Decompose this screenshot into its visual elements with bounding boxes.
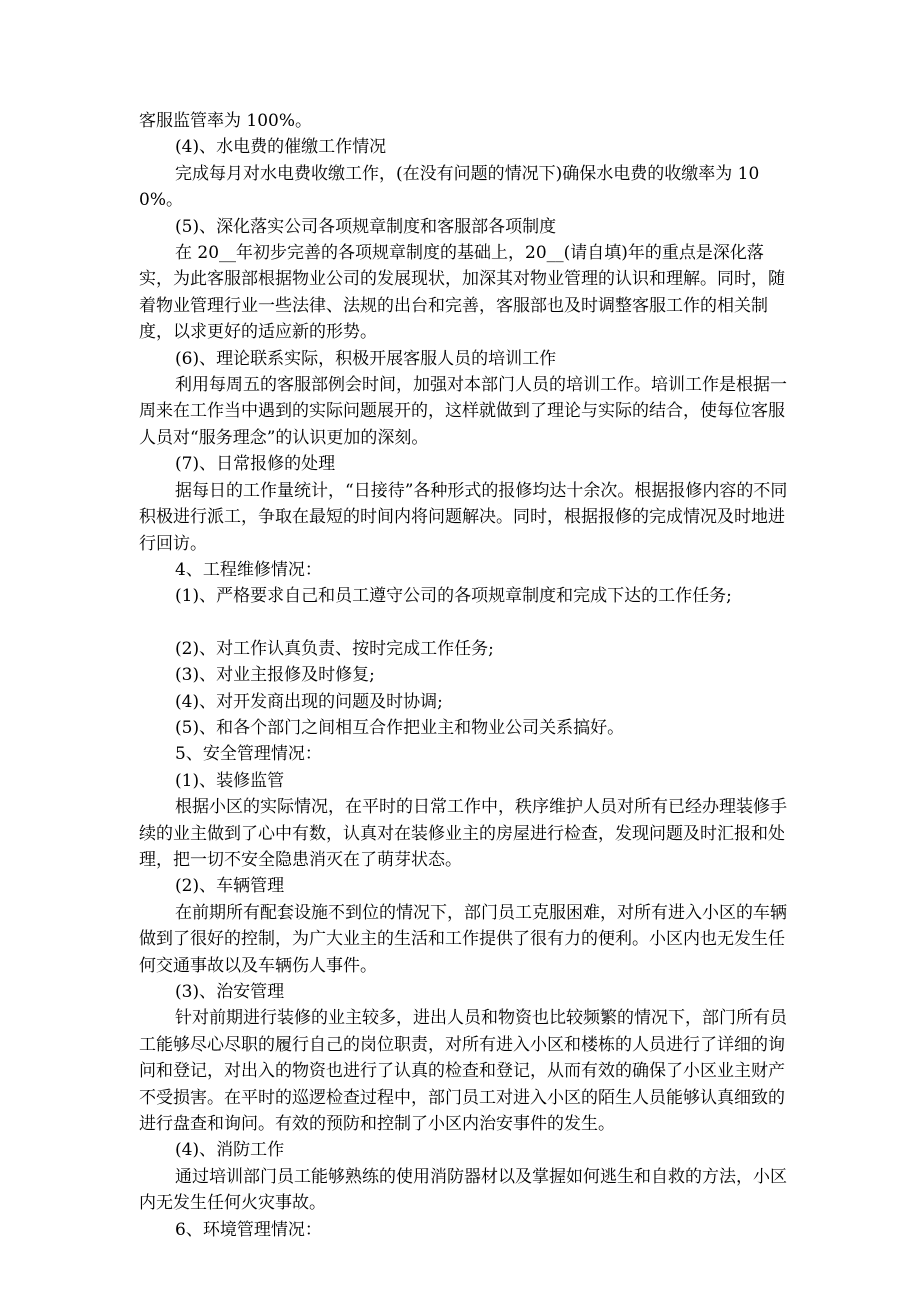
paragraph: (2)、车辆管理 [175, 876, 285, 897]
paragraph: (1)、严格要求自己和员工遵守公司的各项规章制度和完成下达的工作任务; [175, 586, 732, 607]
paragraph: 针对前期进行装修的业主较多，进出人员和物资也比较频繁的情况下，部门所有员工能够尽心尽职的履行自己的岗位职责，对所有进入小区和楼栋的人员进行了详细的询问和登记，对出入的物资也进行了认真的检查和登记，从而有效的确保了小区业主财产不受损害。在平时的巡逻检查过程中，部门员工对进入小区的陌生人员能够认真细致的进行盘查和询问。有效的预防和控制了小区内治安事件的发生。 [139, 1008, 787, 1135]
paragraph: 在 20__年初步完善的各项规章制度的基础上，20__(请自填)年的重点是深化落实，为此客服部根据物业公司的发展现状，加深其对物业管理的认识和理解。同时，随着物业管理行业一些法律、法规的出台和完善，客服部也及时调整客服工作的相关制度，以求更好的适应新的形势。 [139, 243, 785, 343]
paragraph: 在前期所有配套设施不到位的情况下，部门员工克服困难，对所有进入小区的车辆做到了很好的控制，为广大业主的生活和工作提供了很有力的便利。小区内也无发生任何交通事故以及车辆伤人事件。 [139, 902, 787, 976]
paragraph: 4、工程维修情况： [175, 559, 322, 580]
paragraph: (5)、深化落实公司各项规章制度和客服部各项制度 [175, 216, 557, 237]
paragraph: (4)、对开发商出现的问题及时协调; [175, 691, 443, 712]
paragraph: (3)、对业主报修及时修复; [175, 665, 375, 686]
document-body [139, 108, 789, 1243]
paragraph: (4)、消防工作 [175, 1140, 285, 1161]
paragraph: 5、安全管理情况： [175, 744, 322, 765]
paragraph: 6、环境管理情况： [175, 1219, 322, 1240]
paragraph: 客服监管率为 100%。 [139, 111, 313, 131]
paragraph: (4)、水电费的催缴工作情况 [175, 137, 387, 158]
paragraph: (2)、对工作认真负责、按时完成工作任务; [175, 638, 494, 659]
paragraph: 完成每月对水电费收缴工作，(在没有问题的情况下)确保水电费的收缴率为 100%。 [139, 163, 760, 211]
paragraph: 根据小区的实际情况，在平时的日常工作中，秩序维护人员对所有已经办理装修手续的业主做到了心中有数，认真对在装修业主的房屋进行检查，发现问题及时汇报和处理，把一切不安全隐患消灭在了萌芽状态。 [139, 797, 787, 870]
paragraph: 通过培训部门员工能够熟练的使用消防器材以及掌握如何逃生和自救的方法，小区内无发生任何火灾事故。 [139, 1166, 787, 1214]
paragraph: (6)、理论联系实际，积极开展客服人员的培训工作 [175, 348, 557, 369]
paragraph: 据每日的工作量统计，“日接待”各种形式的报修均达十余次。根据报修内容的不同积极进行派工，争取在最短的时间内将问题解决。同时，根据报修的完成情况及时地进行回访。 [139, 480, 788, 554]
paragraph: (7)、日常报修的处理 [175, 454, 336, 475]
paragraph-spacer [139, 610, 789, 636]
paragraph: (3)、治安管理 [175, 982, 285, 1002]
paragraph: (5)、和各个部门之间相互合作把业主和物业公司关系搞好。 [175, 717, 625, 738]
paragraph: 利用每周五的客服部例会时间，加强对本部门人员的培训工作。培训工作是根据一周来在工作当中遇到的实际问题展开的，这样就做到了理论与实际的结合，使每位客服人员对“服务理念”的认识更加的深刻。 [139, 375, 787, 448]
paragraph: (1)、装修监管 [175, 770, 285, 791]
